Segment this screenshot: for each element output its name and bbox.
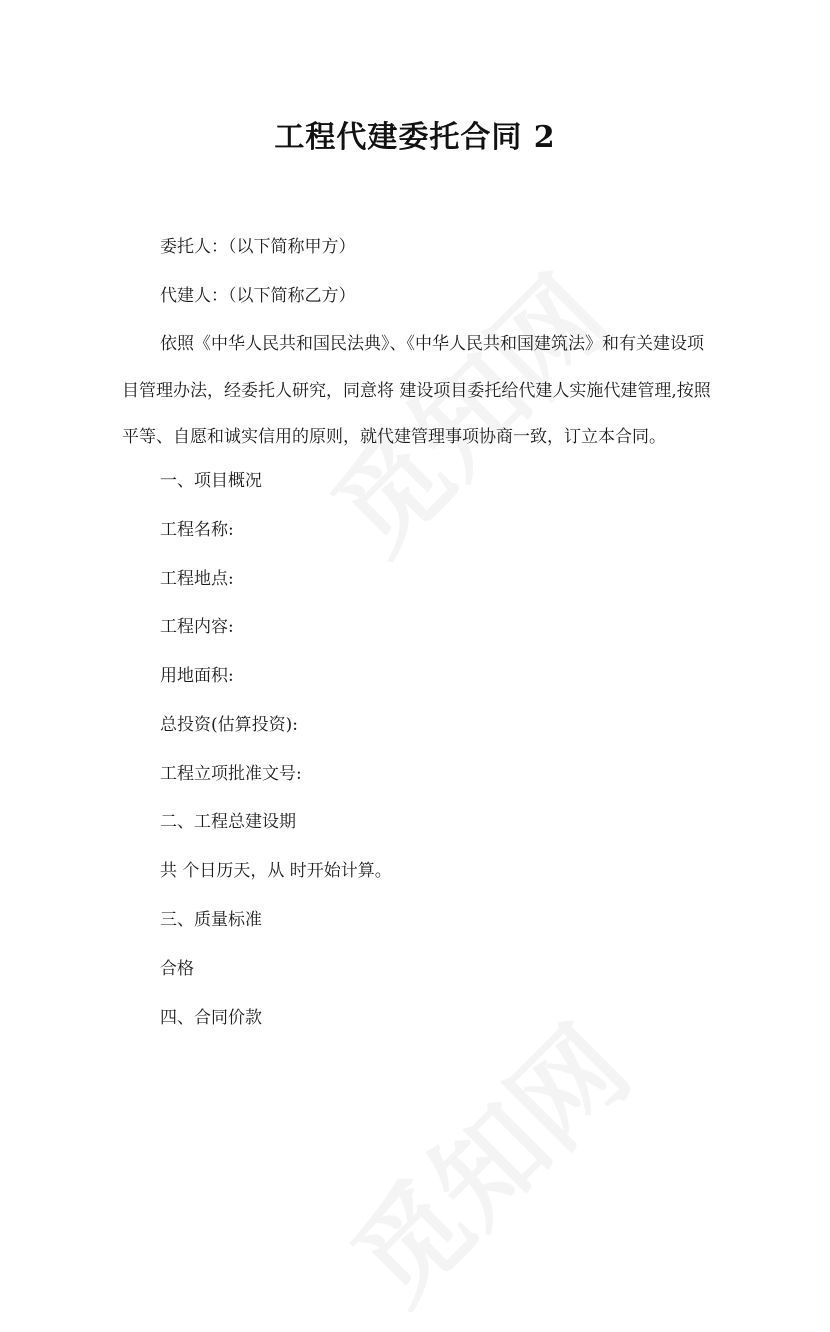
watermark — [312, 986, 657, 1331]
quality-line: 合格 — [160, 959, 194, 979]
preamble-line-2: 目管理办法，经委托人研究，同意将 建设项目委托给代建人实施代建管理,按照 — [122, 381, 711, 401]
section-heading-1: 一、项目概况 — [160, 471, 262, 491]
total-investment-field: 总投资(估算投资): — [160, 715, 298, 735]
project-location-field: 工程地点: — [160, 569, 234, 589]
document-title: 工程代建委托合同 2 — [274, 120, 556, 155]
project-name-field: 工程名称: — [160, 520, 234, 540]
section-heading-4: 四、合同价款 — [160, 1008, 262, 1028]
section-heading-2: 二、工程总建设期 — [160, 812, 296, 832]
project-content-field: 工程内容: — [160, 617, 234, 637]
preamble-line-3: 平等、自愿和诚实信用的原则，就代建管理事项协商一致，订立本合同。 — [122, 427, 666, 447]
duration-line: 共 个日历天，从 时开始计算。 — [160, 861, 392, 881]
client-line: 委托人：（以下简称甲方） — [160, 237, 356, 257]
section-heading-3: 三、质量标准 — [160, 910, 262, 930]
preamble-line-1: 依照《中华人民共和国民法典》、《中华人民共和国建筑法》和有关建设项 — [160, 334, 704, 354]
agent-line: 代建人：（以下简称乙方） — [160, 286, 356, 306]
approval-doc-field: 工程立项批准文号: — [160, 764, 302, 784]
land-area-field: 用地面积: — [160, 666, 234, 686]
